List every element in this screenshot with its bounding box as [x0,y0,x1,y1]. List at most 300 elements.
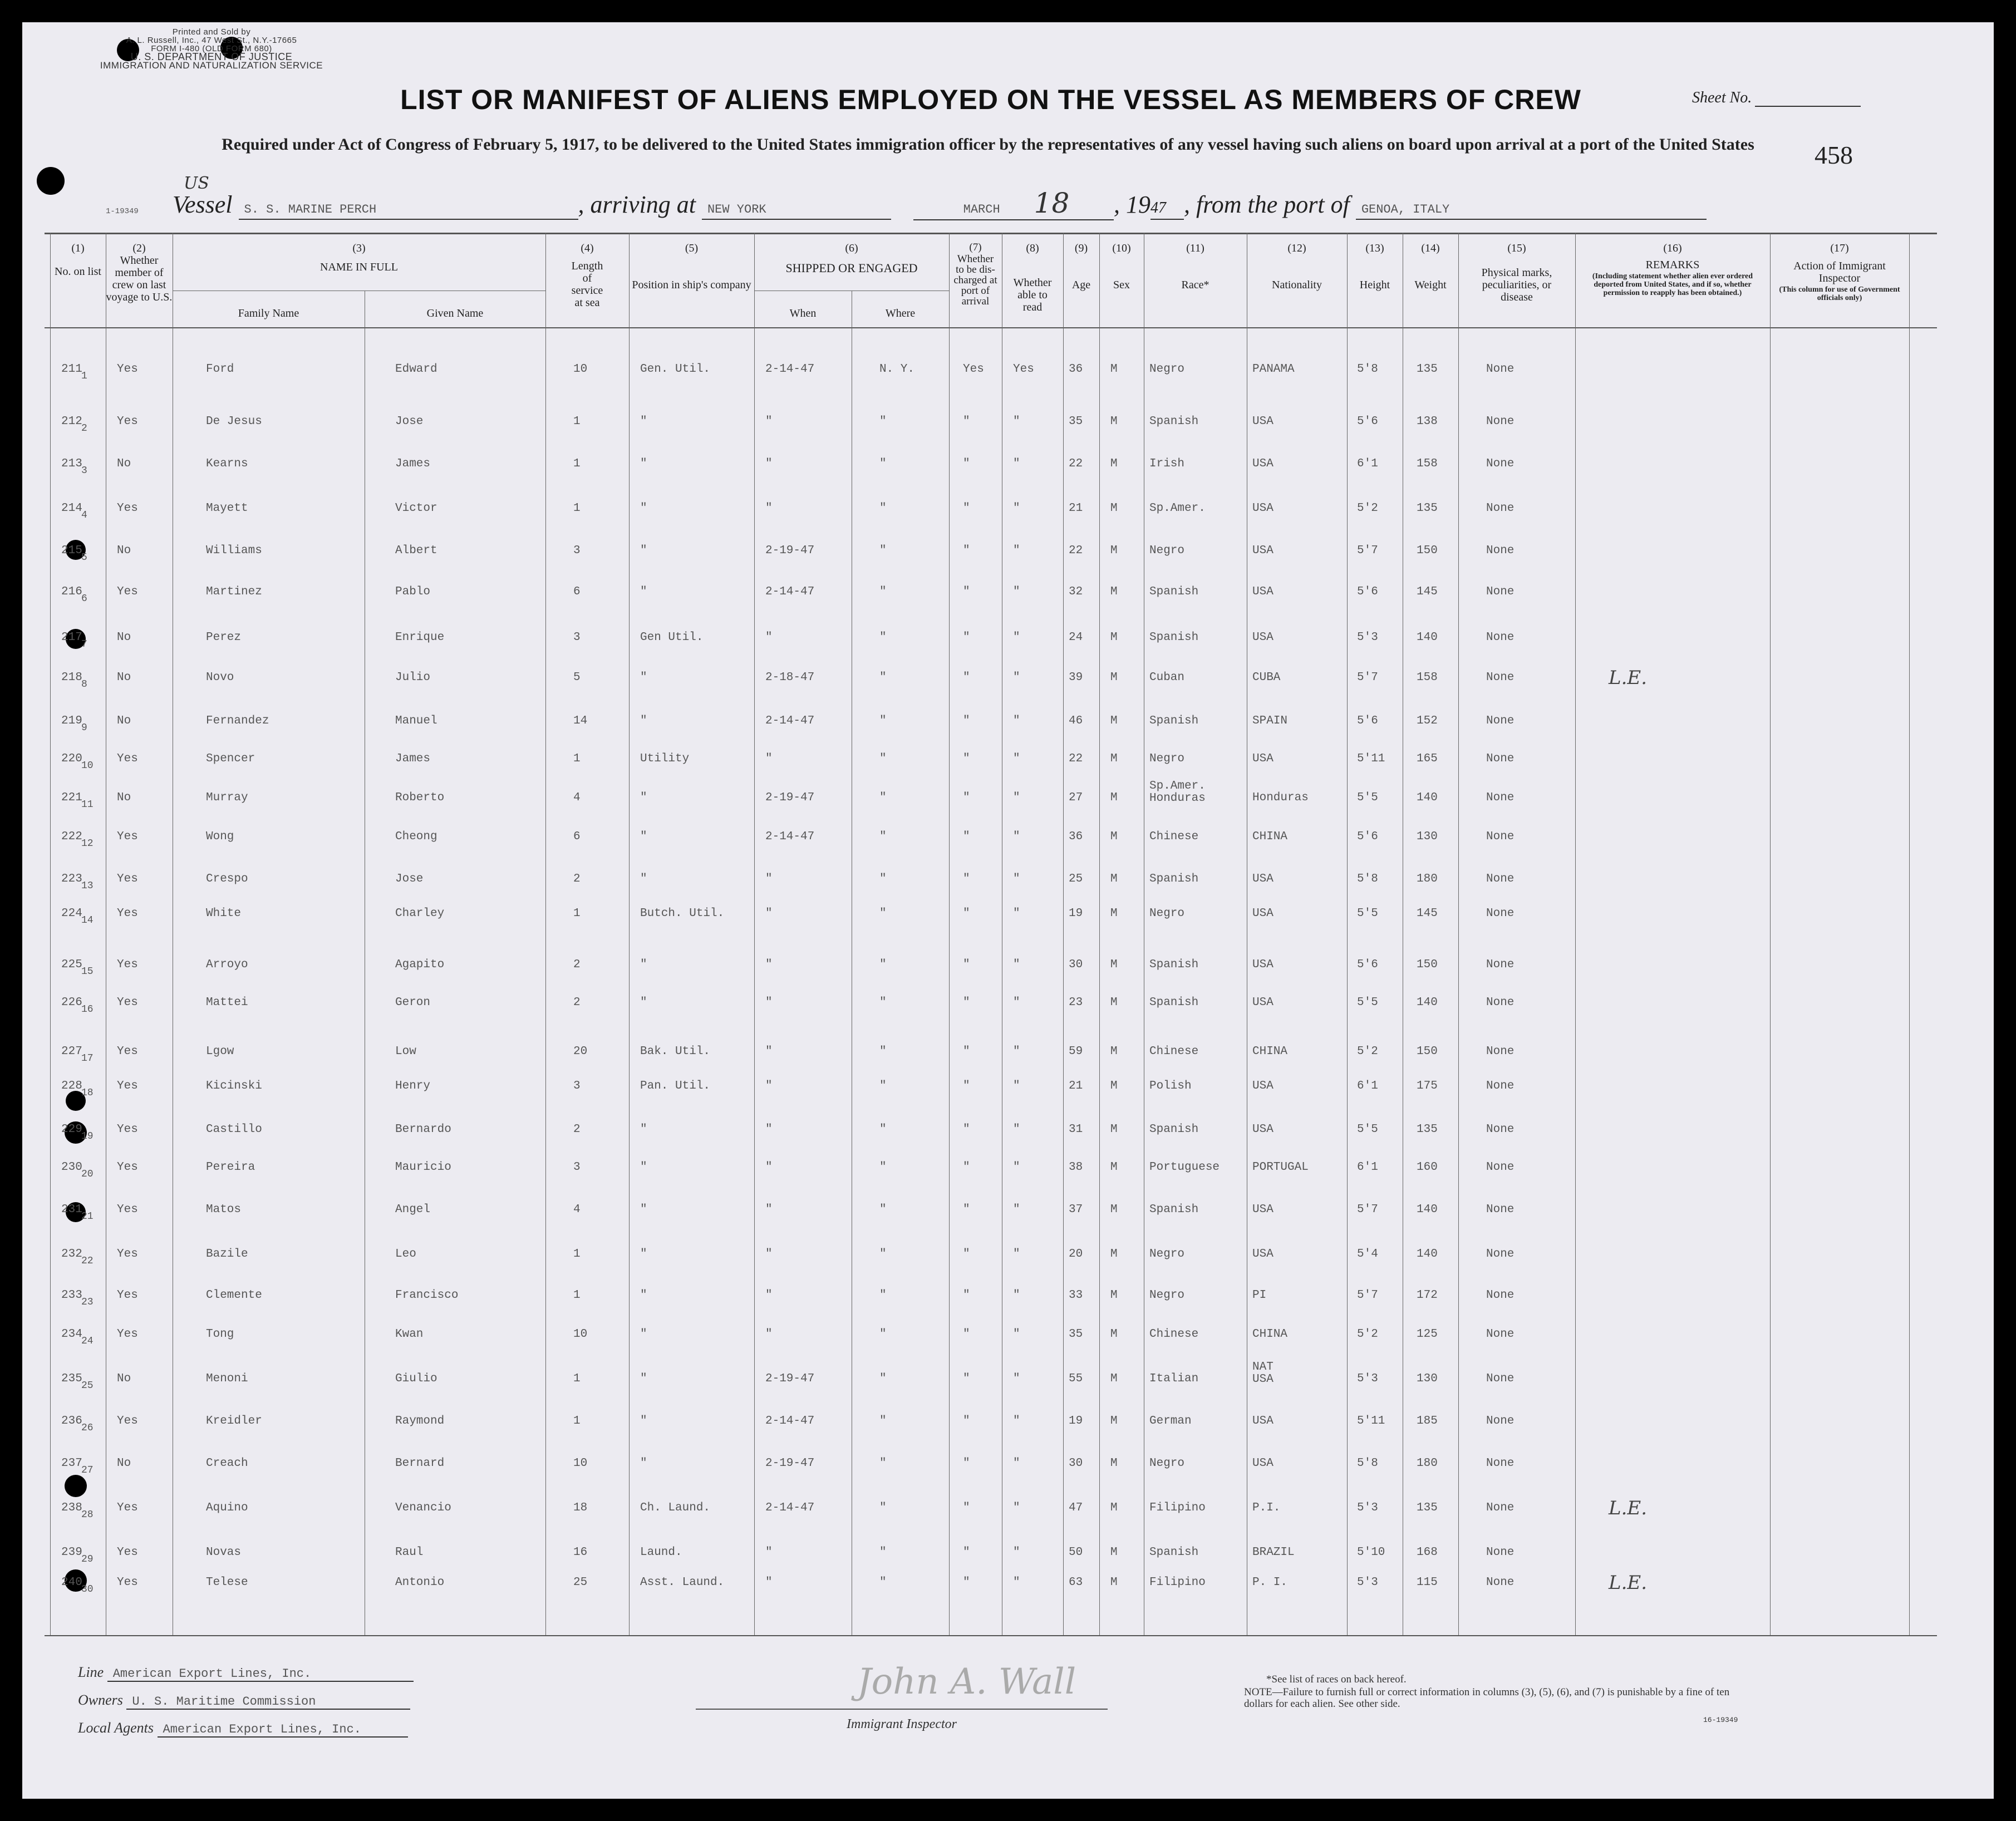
cell-disch: " [963,873,970,885]
cell-weight: 140 [1417,631,1438,644]
col-11-label: Race* [1181,279,1209,291]
col-6-header [754,242,949,274]
cell-position: Bak. Util. [640,1045,711,1058]
line-number: 1 [81,371,87,382]
line-number: 10 [81,760,94,771]
cell-crew: No [117,457,131,470]
cell-weight: 130 [1417,1372,1438,1385]
cell-sex: M [1110,1289,1118,1302]
cell-height: 5'5 [1357,791,1378,804]
column-rule [545,233,546,1635]
cell-read: " [1013,1546,1020,1559]
cell-no: 220 [61,752,82,765]
page-title: LIST OR MANIFEST OF ALIENS EMPLOYED ON THE VESSEL AS MEMBERS OF CREW [400,84,1581,115]
cell-marks: None [1486,457,1515,470]
cell-family: Aquino [206,1502,248,1514]
cell-disch: " [963,752,970,765]
cell-sex: M [1110,1457,1118,1470]
cell-where: " [879,715,887,727]
col-9-number: (9) [1074,242,1088,254]
cell-disch: " [963,1372,970,1385]
cell-when: " [765,1289,773,1302]
act-statement: Required under Act of Congress of February 5, 1917, to be delivered to the United States immigration officer by the representatives of any vessel having such aliens on board upon arrival at a port of the United States [222,135,1754,154]
cell-weight: 145 [1417,585,1438,598]
cell-race: Negro [1149,1248,1185,1261]
cell-read: " [1013,1372,1020,1385]
cell-height: 5'6 [1357,715,1378,727]
cell-no: 214 [61,502,82,515]
cell-disch: " [963,502,970,515]
cell-position: " [640,1415,647,1428]
footer-line-label: Line [78,1664,104,1680]
cell-disch: " [963,1546,970,1559]
col-2-label: Whether member of crew on last voyage to U.S. [106,254,173,303]
line-number: 18 [81,1087,94,1099]
col-1-number: (1) [71,242,85,254]
arrival-port: NEW YORK [707,203,766,216]
col-4-number: (4) [581,242,594,254]
cell-marks: None [1486,671,1515,684]
line-number: 14 [81,915,94,926]
cell-weight: 180 [1417,873,1438,885]
cell-race: Sp.Amer. Honduras [1149,780,1206,805]
cell-service: 2 [573,958,581,971]
cell-where: " [879,1248,887,1261]
cell-no: 212 [61,415,82,428]
cell-race: German [1149,1415,1192,1428]
cell-marks: None [1486,1457,1515,1470]
cell-age: 36 [1069,363,1083,376]
cell-given: Geron [395,996,431,1009]
cell-no: 234 [61,1328,82,1341]
cell-sex: M [1110,1080,1118,1092]
cell-age: 50 [1069,1546,1083,1559]
cell-height: 5'3 [1357,1576,1378,1589]
col-4-label: Length of service at sea [571,260,603,309]
col-7-number: (7) [969,242,982,253]
cell-read: " [1013,1457,1020,1470]
col-10-header [1099,242,1144,291]
cell-position: " [640,671,647,684]
col-14-label: Weight [1414,279,1447,291]
cell-family: Clemente [206,1289,262,1302]
col-5-number: (5) [685,242,699,254]
cell-where: " [879,415,887,428]
cell-given: Pablo [395,585,431,598]
cell-sex: M [1110,830,1118,843]
line-number: 23 [81,1297,94,1308]
port-field [702,190,891,220]
punch-hole-left-1 [37,167,65,195]
cell-sex: M [1110,631,1118,644]
cell-family: Crespo [206,873,248,885]
cell-nat: USA [1252,457,1273,470]
cell-read: " [1013,502,1020,515]
cell-position: Gen. Util. [640,363,711,376]
cell-race: Irish [1149,457,1185,470]
cell-marks: None [1486,1289,1515,1302]
cell-no: 235 [61,1372,82,1385]
cell-nat: USA [1252,752,1273,765]
cell-disch: " [963,1203,970,1216]
cell-read: " [1013,1502,1020,1514]
column-rule [629,233,630,1635]
cell-race: Italian [1149,1372,1199,1385]
cell-marks: None [1486,1328,1515,1341]
line-number: 22 [81,1256,94,1267]
cell-age: 39 [1069,671,1083,684]
cell-marks: None [1486,1372,1515,1385]
cell-weight: 158 [1417,671,1438,684]
cell-family: Kreidler [206,1415,262,1428]
cell-age: 59 [1069,1045,1083,1058]
line-number: 6 [81,593,87,604]
cell-service: 3 [573,1161,581,1174]
cell-given: Bernard [395,1457,445,1470]
cell-disch: " [963,996,970,1009]
cell-service: 6 [573,585,581,598]
col-17-sublabel: (This column for use of Government officials only) [1779,286,1900,302]
cell-height: 5'6 [1357,585,1378,598]
col-5-label: Position in ship's company [632,279,751,291]
cell-service: 2 [573,996,581,1009]
col-12-label: Nationality [1272,279,1322,291]
cell-given: Mauricio [395,1161,451,1174]
cell-where: " [879,457,887,470]
cell-read: " [1013,1248,1020,1261]
cell-weight: 125 [1417,1328,1438,1341]
cell-crew: Yes [117,1123,138,1136]
cell-where: " [879,873,887,885]
cell-nat: P. I. [1252,1576,1288,1589]
cell-height: 5'2 [1357,1328,1378,1341]
cell-marks: None [1486,958,1515,971]
cell-no: 229 [61,1123,82,1136]
cell-sex: M [1110,363,1118,376]
cell-position: " [640,996,647,1009]
inspector-signature: John A. Wall [857,1661,1076,1702]
cell-age: 32 [1069,585,1083,598]
cell-age: 23 [1069,996,1083,1009]
cell-crew: Yes [117,873,138,885]
col-15-header [1458,242,1575,303]
cell-nat: SPAIN [1252,715,1288,727]
cell-crew: No [117,1457,131,1470]
cell-marks: None [1486,1161,1515,1174]
cell-disch: " [963,1415,970,1428]
cell-read: " [1013,1203,1020,1216]
cell-when: " [765,996,773,1009]
cell-read: " [1013,457,1020,470]
cell-crew: Yes [117,502,138,515]
cell-crew: No [117,791,131,804]
cell-nat: CHINA [1252,1328,1288,1341]
cell-service: 1 [573,1372,581,1385]
cell-crew: Yes [117,752,138,765]
cell-nat: PI [1252,1289,1267,1302]
column-rule [1575,233,1576,1635]
cell-race: Spanish [1149,958,1199,971]
cell-crew: Yes [117,1289,138,1302]
cell-position: " [640,585,647,598]
cell-family: Telese [206,1576,248,1589]
cell-family: Novo [206,671,234,684]
cell-given: Low [395,1045,416,1058]
cell-family: Matos [206,1203,242,1216]
cell-sex: M [1110,1576,1118,1589]
year-label: , 19 [1113,191,1150,218]
cell-crew: Yes [117,1161,138,1174]
year-field [1150,190,1184,220]
cell-given: Angel [395,1203,431,1216]
footer-agents-label: Local Agents [78,1720,154,1736]
cell-where: " [879,631,887,644]
cell-nat: USA [1252,1415,1273,1428]
cell-where: " [879,1546,887,1559]
cell-marks: None [1486,585,1515,598]
line-number: 29 [81,1554,94,1565]
cell-no: 223 [61,873,82,885]
cell-read: " [1013,1576,1020,1589]
cell-height: 6'1 [1357,1080,1378,1092]
cell-race: Sp.Amer. [1149,502,1206,515]
cell-weight: 152 [1417,715,1438,727]
cell-given: Agapito [395,958,445,971]
col-7-header [949,242,1002,307]
cell-no: 232 [61,1248,82,1261]
cell-no: 225 [61,958,82,971]
cell-sex: M [1110,671,1118,684]
cell-read: " [1013,1328,1020,1341]
cell-when: " [765,1576,773,1589]
cell-height: 5'7 [1357,544,1378,557]
column-rule [1909,233,1910,1635]
col-6-label: SHIPPED OR ENGAGED [785,261,918,275]
cell-sex: M [1110,1328,1118,1341]
cell-sex: M [1110,1502,1118,1514]
cell-marks: None [1486,752,1515,765]
col-8-number: (8) [1026,242,1039,254]
cell-no: 240 [61,1576,82,1589]
cell-service: 10 [573,1457,588,1470]
date-field [913,187,1114,220]
penalty-note: NOTE—Failure to furnish full or correct information in columns (3), (5), (6), and (7) is punishable by a fine of ten dollars for each alien. See other side. [1244,1686,1730,1710]
cell-given: Julio [395,671,431,684]
cell-when: " [765,457,773,470]
cell-height: 5'4 [1357,1248,1378,1261]
cell-sex: M [1110,544,1118,557]
cell-height: 5'6 [1357,958,1378,971]
cell-family: Novas [206,1546,242,1559]
cell-age: 24 [1069,631,1083,644]
cell-weight: 135 [1417,502,1438,515]
cell-when: 2-19-47 [765,791,815,804]
cell-race: Chinese [1149,1045,1199,1058]
sheet-number-label: Sheet No. [1692,89,1752,106]
cell-service: 10 [573,1328,588,1341]
cell-when: 2-18-47 [765,671,815,684]
cell-weight: 140 [1417,1248,1438,1261]
cell-race: Spanish [1149,873,1199,885]
cell-age: 30 [1069,958,1083,971]
cell-service: 1 [573,752,581,765]
col-10-label: Sex [1113,279,1130,291]
cell-service: 2 [573,873,581,885]
cell-height: 6'1 [1357,1161,1378,1174]
col-17-header [1770,242,1909,302]
cell-no: 221 [61,791,82,804]
footer-agents-field [78,1720,408,1738]
cell-where: " [879,996,887,1009]
cell-when: 2-19-47 [765,1372,815,1385]
cell-sex: M [1110,1248,1118,1261]
cell-service: 3 [573,544,581,557]
cell-given: Raul [395,1546,424,1559]
cell-disch: " [963,907,970,920]
cell-race: Negro [1149,1457,1185,1470]
cell-family: Bazile [206,1248,248,1261]
cell-given: Venancio [395,1502,451,1514]
cell-position: " [640,1372,647,1385]
cell-given: Victor [395,502,437,515]
line-number: 8 [81,679,87,690]
cell-read: Yes [1013,363,1034,376]
cell-sex: M [1110,1372,1118,1385]
col-3-header [173,242,545,273]
cell-read: " [1013,585,1020,598]
cell-given: Raymond [395,1415,445,1428]
cell-position: " [640,415,647,428]
cell-family: Williams [206,544,262,557]
cell-age: 22 [1069,457,1083,470]
cell-marks: None [1486,1415,1515,1428]
cell-race: Negro [1149,752,1185,765]
from-port: GENOA, ITALY [1361,203,1450,216]
cell-race: Negro [1149,907,1185,920]
cell-marks: None [1486,1576,1515,1589]
cell-where: " [879,502,887,515]
cell-read: " [1013,631,1020,644]
cell-service: 6 [573,830,581,843]
col-15-number: (15) [1507,242,1526,254]
col-9-label: Age [1071,279,1091,291]
cell-no: 222 [61,830,82,843]
cell-age: 38 [1069,1161,1083,1174]
cell-family: Creach [206,1457,248,1470]
cell-nat: CUBA [1252,671,1281,684]
cell-age: 30 [1069,1457,1083,1470]
cell-disch: " [963,791,970,804]
where-header: Where [885,307,916,319]
cell-crew: Yes [117,1248,138,1261]
cell-height: 5'7 [1357,1203,1378,1216]
cell-where: " [879,830,887,843]
cell-where: " [879,791,887,804]
cell-when: " [765,873,773,885]
cell-service: 10 [573,363,588,376]
cell-disch: " [963,671,970,684]
cell-position: " [640,1203,647,1216]
cell-nat: USA [1252,1123,1273,1136]
cell-nat: USA [1252,631,1273,644]
col-12-header [1247,242,1347,291]
cell-nat: USA [1252,1203,1273,1216]
cell-read: " [1013,715,1020,727]
family-name-header: Family Name [238,307,299,319]
cell-read: " [1013,671,1020,684]
cell-disch: " [963,1502,970,1514]
printer-line: IMMIGRATION AND NATURALIZATION SERVICE [100,60,323,71]
cell-nat: USA [1252,958,1273,971]
arrival-month: MARCH [963,203,1000,216]
cell-marks: None [1486,1203,1515,1216]
cell-family: Pereira [206,1161,255,1174]
year-suffix: 47 [1150,199,1166,216]
cell-family: Kearns [206,457,248,470]
page-number: 458 [1815,141,1853,169]
cell-where: " [879,1161,887,1174]
cell-disch: " [963,1080,970,1092]
cell-nat: USA [1252,1080,1273,1092]
cell-weight: 130 [1417,830,1438,843]
cell-disch: " [963,1576,970,1589]
column-rule [1063,233,1064,1635]
cell-service: 14 [573,715,588,727]
cell-position: " [640,1161,647,1174]
cell-nat: USA [1252,502,1273,515]
cell-where: " [879,585,887,598]
cell-family: Menoni [206,1372,248,1385]
cell-race: Cuban [1149,671,1185,684]
cell-service: 1 [573,415,581,428]
cell-age: 27 [1069,791,1083,804]
cell-no: 231 [61,1203,82,1216]
cell-no: 230 [61,1161,82,1174]
cell-nat: USA [1252,1248,1273,1261]
cell-crew: Yes [117,1045,138,1058]
cell-position: Ch. Laund. [640,1502,711,1514]
cell-no: 216 [61,585,82,598]
cell-weight: 135 [1417,363,1438,376]
cell-disch: " [963,830,970,843]
cell-weight: 140 [1417,996,1438,1009]
cell-when: 2-14-47 [765,830,815,843]
cell-race: Negro [1149,544,1185,557]
cell-marks: None [1486,996,1515,1009]
cell-when: " [765,502,773,515]
cell-family: Arroyo [206,958,248,971]
cell-race: Spanish [1149,585,1199,598]
cell-no: 227 [61,1045,82,1058]
given-name-header: Given Name [426,307,484,319]
vessel-label: Vessel [173,191,233,218]
cell-weight: 135 [1417,1123,1438,1136]
cell-crew: Yes [117,1203,138,1216]
cell-age: 46 [1069,715,1083,727]
cell-crew: Yes [117,1576,138,1589]
cell-service: 1 [573,1248,581,1261]
cell-when: " [765,1080,773,1092]
cell-service: 3 [573,1080,581,1092]
cell-weight: 158 [1417,457,1438,470]
cell-disch: " [963,544,970,557]
cell-height: 5'3 [1357,1372,1378,1385]
cell-sex: M [1110,1161,1118,1174]
cell-read: " [1013,544,1020,557]
cell-disch: " [963,958,970,971]
cell-when: 2-14-47 [765,363,815,376]
cell-no: 217 [61,631,82,644]
